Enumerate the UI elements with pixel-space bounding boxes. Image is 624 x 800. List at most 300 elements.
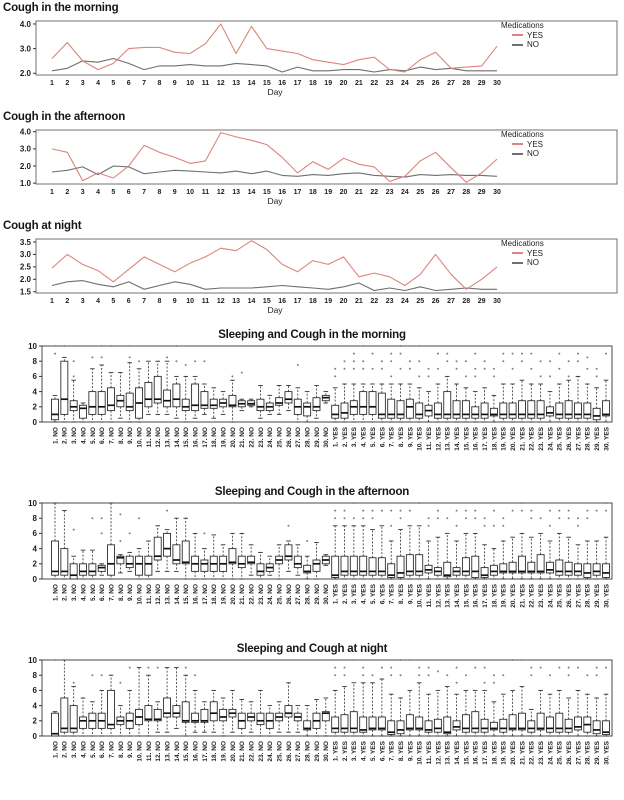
x-tick-label: 18 (308, 189, 317, 196)
y-tick-label: 1.0 (19, 178, 31, 188)
box (490, 565, 497, 575)
x-category-label: 7. NO (108, 741, 116, 758)
outlier-point (493, 682, 495, 684)
box (453, 721, 460, 730)
x-category-label: 13. YES (444, 741, 452, 765)
outlier-point (493, 525, 495, 527)
boxplot-3-no (70, 682, 77, 736)
outlier-point (428, 667, 430, 669)
boxplot-6-no (98, 345, 105, 422)
x-category-label: 30. YES (603, 584, 611, 608)
box (192, 384, 199, 411)
boxplot-9-yes (406, 510, 413, 579)
x-category-label: 6. YES (379, 741, 387, 762)
y-tick-label: 10 (28, 656, 37, 665)
outlier-point (185, 667, 187, 669)
x-tick-label: 10 (186, 189, 195, 196)
outlier-point (530, 517, 532, 519)
box (565, 719, 572, 732)
legend-item-yes (501, 31, 544, 41)
outlier-point (400, 510, 402, 512)
box (444, 717, 451, 734)
x-category-label: 26. YES (566, 584, 574, 608)
legend-swatch-yes (512, 143, 523, 145)
box (89, 564, 96, 575)
box (593, 721, 600, 734)
x-category-label: 10. NO (136, 584, 144, 605)
boxplot-22-no (248, 399, 255, 407)
chart-title: Sleeping and Cough in the afternoon (214, 486, 410, 498)
boxplot-19-yes (500, 353, 507, 422)
outlier-point (577, 517, 579, 519)
outlier-point (390, 674, 392, 676)
chart-title: Sleeping and Cough at night (236, 643, 388, 655)
x-tick-label: 17 (293, 298, 302, 305)
outlier-point (381, 360, 383, 362)
legend-title: Medications (501, 21, 544, 30)
x-category-label: 21. NO (239, 741, 247, 762)
x-tick-label: 4 (96, 189, 100, 196)
outlier-point (568, 360, 570, 362)
outlier-point (558, 353, 560, 355)
boxplot-9-no (126, 667, 133, 736)
box (462, 715, 469, 732)
x-category-label: 12. NO (155, 584, 163, 605)
y-tick-label: 2 (32, 402, 37, 412)
boxplot-3-yes (350, 502, 357, 579)
x-category-label: 30. YES (603, 741, 611, 765)
outlier-point (549, 525, 551, 527)
chart-title: Cough at night (3, 220, 82, 232)
box (584, 403, 591, 418)
boxplot-19-no (220, 698, 227, 736)
boxplot-9-yes (406, 360, 413, 422)
outlier-point (91, 517, 93, 519)
x-category-label: 8. YES (397, 427, 405, 448)
box-chart-sleeping-afternoon (0, 484, 624, 641)
x-category-label: 27. YES (575, 427, 583, 451)
boxplot-11-yes (425, 368, 432, 422)
x-category-label: 2. YES (341, 741, 349, 762)
box (574, 403, 581, 418)
boxplot-1-yes (332, 368, 339, 422)
outlier-point (586, 517, 588, 519)
box-plot-night (0, 656, 624, 798)
box (434, 719, 441, 732)
boxplot-28-no (304, 540, 311, 579)
boxplot-2-no (61, 660, 68, 736)
boxplot-5-no (89, 356, 96, 422)
x-category-label: 14. NO (173, 584, 181, 605)
x-tick-label: 8 (157, 80, 162, 87)
boxplot-29-yes (593, 368, 600, 422)
box (565, 401, 572, 418)
outlier-point (119, 513, 121, 515)
y-tick-label: 3.5 (19, 237, 31, 247)
outlier-point (353, 659, 355, 661)
x-tick-label: 11 (201, 298, 210, 305)
x-tick-label: 11 (201, 80, 210, 87)
x-category-label: 14. YES (453, 427, 461, 451)
outlier-point (344, 368, 346, 370)
box-chart-sleeping-morning (0, 327, 624, 484)
outlier-point (129, 532, 131, 534)
boxplot-11-yes (425, 667, 432, 736)
x-category-label: 9. YES (407, 741, 415, 762)
x-category-label: 25. NO (276, 427, 284, 448)
series-yes-line (52, 241, 497, 290)
x-category-label: 13. YES (444, 427, 452, 451)
x-category-label: 28. YES (584, 584, 592, 608)
box (500, 403, 507, 418)
outlier-point (530, 353, 532, 355)
series-no-line (52, 59, 497, 73)
boxplot-19-yes (500, 674, 507, 736)
box (369, 558, 376, 575)
x-category-label: 30. YES (603, 427, 611, 451)
boxplot-7-no (108, 345, 115, 422)
x-category-label: 5. YES (369, 584, 377, 605)
boxplot-29-no (313, 543, 320, 579)
x-category-label: 10. YES (416, 584, 424, 608)
x-category-label: 23. YES (538, 427, 546, 451)
legend-label-no: NO (527, 40, 539, 49)
box (182, 399, 189, 410)
x-axis-label: Day (267, 87, 283, 97)
boxplot-22-no (248, 545, 255, 575)
x-tick-label: 26 (431, 189, 440, 196)
x-category-label: 21. NO (239, 584, 247, 605)
box (164, 698, 171, 717)
x-tick-label: 27 (447, 189, 455, 196)
x-category-label: 17. YES (481, 427, 489, 451)
x-category-label: 17. YES (481, 584, 489, 608)
box (52, 541, 59, 575)
x-category-label: 14. YES (453, 584, 461, 608)
boxplot-5-yes (369, 674, 376, 736)
outlier-point (484, 682, 486, 684)
x-category-label: 30. NO (323, 584, 331, 605)
outlier-point (91, 674, 93, 676)
x-category-label: 30. NO (323, 741, 331, 762)
outlier-point (540, 360, 542, 362)
x-category-label: 2. YES (341, 427, 349, 448)
x-category-label: 3. YES (351, 584, 359, 605)
outlier-point (175, 360, 177, 362)
x-category-label: 9. NO (127, 741, 135, 758)
box (70, 564, 77, 579)
x-category-label: 19. YES (500, 741, 508, 765)
x-tick-label: 14 (247, 80, 256, 87)
outlier-point (390, 353, 392, 355)
outlier-point (474, 353, 476, 355)
boxplot-7-yes (388, 353, 395, 422)
boxplot-27-no (294, 364, 301, 422)
boxplot-30-yes (603, 667, 610, 736)
outlier-point (577, 667, 579, 669)
box (546, 407, 553, 416)
boxplot-23-no (257, 386, 264, 419)
y-tick-label: 2.0 (19, 69, 31, 79)
box (276, 398, 283, 406)
x-category-label: 5. NO (89, 584, 97, 601)
outlier-point (166, 356, 168, 358)
outlier-point (596, 368, 598, 370)
outlier-point (175, 345, 177, 347)
x-tick-label: 29 (477, 80, 486, 87)
boxplot-11-no (145, 361, 152, 414)
legend (501, 21, 544, 50)
outlier-point (418, 375, 420, 377)
outlier-point (465, 375, 467, 377)
x-axis-label: Day (267, 196, 283, 206)
x-category-label: 8. YES (397, 741, 405, 762)
x-tick-label: 24 (401, 80, 409, 87)
x-category-label: 7. YES (388, 427, 396, 448)
outlier-point (540, 667, 542, 669)
boxplot-18-no (210, 535, 217, 579)
box (80, 564, 87, 575)
outlier-point (512, 510, 514, 512)
x-tick-label: 27 (447, 80, 455, 87)
boxplot-1-no (52, 659, 59, 736)
outlier-point (372, 517, 374, 519)
boxplot-14-yes (453, 360, 460, 422)
boxplot-5-no (89, 517, 96, 579)
outlier-point (456, 510, 458, 512)
x-tick-label: 6 (126, 298, 131, 305)
box (52, 713, 59, 736)
boxplot-4-no (80, 550, 87, 579)
outlier-point (428, 674, 430, 676)
boxplot-12-yes (434, 510, 441, 579)
box (518, 713, 525, 730)
x-category-label: 30. NO (323, 427, 331, 448)
box (257, 564, 264, 575)
box (332, 405, 339, 418)
x-category-label: 1. YES (332, 584, 340, 605)
x-category-label: 23. YES (538, 741, 546, 765)
box (126, 393, 133, 410)
outlier-point (362, 510, 364, 512)
x-category-label: 4. YES (360, 427, 368, 448)
boxplot-18-no (210, 690, 217, 732)
boxplot-17-yes (481, 667, 488, 736)
box (528, 401, 535, 418)
boxplot-15-yes (462, 674, 469, 736)
outlier-point (568, 517, 570, 519)
boxplot-24-no (266, 395, 273, 414)
x-category-label: 12. YES (435, 741, 443, 765)
x-category-label: 12. NO (155, 427, 163, 448)
x-category-label: 9. NO (127, 427, 135, 444)
box (546, 562, 553, 573)
box (210, 399, 217, 408)
legend-item-no (501, 149, 544, 159)
boxplot-24-yes (546, 674, 553, 736)
boxplot-21-no (238, 372, 245, 411)
boxplot-4-yes (360, 510, 367, 579)
y-tick-label: 8 (32, 357, 37, 366)
legend-label-yes: YES (527, 248, 544, 258)
x-category-label: 24. NO (267, 584, 275, 605)
outlier-point (418, 345, 420, 347)
box (556, 403, 563, 418)
x-category-label: 8. YES (397, 584, 405, 605)
x-tick-label: 13 (232, 189, 241, 196)
boxplot-20-no (229, 533, 236, 579)
boxplot-28-yes (584, 356, 591, 422)
x-category-label: 24. NO (267, 427, 275, 448)
boxplot-19-no (220, 392, 227, 415)
box (500, 719, 507, 732)
boxplot-28-no (304, 706, 311, 736)
box (304, 403, 311, 416)
x-category-label: 10. YES (416, 427, 424, 451)
boxplot-8-yes (397, 510, 404, 579)
outlier-point (596, 510, 598, 512)
outlier-point (428, 375, 430, 377)
boxplot-14-yes (453, 667, 460, 736)
boxplot-13-yes (444, 517, 451, 579)
x-tick-label: 7 (142, 80, 147, 87)
outlier-point (353, 353, 355, 355)
x-category-label: 27. NO (295, 741, 303, 762)
outlier-point (54, 659, 56, 661)
boxplot-12-yes (434, 670, 441, 736)
x-category-label: 2. NO (61, 584, 69, 601)
boxplot-18-yes (490, 674, 497, 736)
outlier-point (101, 517, 103, 519)
boxplot-8-no (117, 513, 124, 573)
x-axis-label: Day (267, 305, 283, 315)
x-category-label: 1. YES (332, 741, 340, 762)
x-tick-label: 3 (80, 189, 85, 196)
outlier-point (166, 510, 168, 512)
boxplot-27-no (294, 706, 301, 733)
x-tick-label: 28 (462, 80, 471, 87)
y-tick-label: 4 (32, 387, 37, 397)
boxplot-6-yes (378, 360, 385, 422)
boxplot-3-no (70, 360, 77, 422)
x-category-label: 5. NO (89, 741, 97, 758)
outlier-point (334, 517, 336, 519)
box (537, 401, 544, 418)
outlier-point (474, 375, 476, 377)
line-chart-cough-morning (0, 0, 624, 105)
x-tick-label: 18 (308, 298, 317, 305)
box (182, 702, 189, 723)
outlier-point (409, 368, 411, 370)
box (397, 401, 404, 418)
outlier-point (549, 674, 551, 676)
boxplot-27-yes (574, 517, 581, 579)
x-category-label: 21. YES (519, 741, 527, 765)
plot-area (0, 233, 624, 323)
x-tick-label: 23 (385, 80, 394, 87)
box (341, 556, 348, 575)
y-tick-label: 4.0 (19, 19, 31, 29)
box (341, 715, 348, 732)
boxplot-26-no (285, 683, 292, 732)
x-category-label: 1. NO (52, 584, 60, 601)
y-tick-label: 10 (28, 499, 37, 508)
outlier-point (344, 674, 346, 676)
outlier-point (54, 353, 56, 355)
box (294, 556, 301, 567)
outlier-point (129, 356, 131, 358)
box (173, 545, 180, 564)
outlier-point (586, 356, 588, 358)
outlier-point (400, 517, 402, 519)
x-category-label: 23. YES (538, 584, 546, 608)
legend (501, 239, 544, 268)
boxplot-18-yes (490, 368, 497, 422)
box (61, 698, 68, 732)
boxplot-23-yes (537, 667, 544, 736)
outlier-point (605, 667, 607, 669)
x-category-label: 24. YES (547, 741, 555, 765)
x-tick-label: 9 (172, 80, 177, 87)
x-category-label: 28. NO (304, 584, 312, 605)
x-category-label: 3. NO (71, 427, 79, 444)
outlier-point (568, 667, 570, 669)
box (509, 403, 516, 418)
x-tick-label: 29 (477, 189, 486, 196)
legend-label-yes: YES (527, 30, 544, 40)
outlier-point (101, 356, 103, 358)
x-category-label: 9. YES (407, 584, 415, 605)
outlier-point (596, 375, 598, 377)
boxplot-29-yes (593, 667, 600, 736)
boxplot-20-yes (509, 510, 516, 579)
x-tick-label: 18 (308, 80, 317, 87)
x-category-label: 17. NO (201, 584, 209, 605)
x-category-label: 17. NO (201, 741, 209, 762)
boxplot-14-yes (453, 510, 460, 579)
outlier-point (502, 360, 504, 362)
box (145, 556, 152, 575)
box (593, 408, 600, 419)
outlier-point (484, 360, 486, 362)
boxplot-28-yes (584, 674, 591, 736)
boxplot-15-yes (462, 510, 469, 579)
outlier-point (558, 510, 560, 512)
outlier-point (381, 368, 383, 370)
box (518, 401, 525, 418)
x-tick-label: 24 (401, 298, 409, 305)
boxplot-10-no (136, 360, 143, 422)
boxplot-6-yes (378, 510, 385, 579)
x-tick-label: 21 (354, 189, 363, 196)
box (173, 384, 180, 407)
boxplot-28-yes (584, 510, 591, 579)
x-category-label: 26. YES (566, 427, 574, 451)
x-category-label: 13. NO (164, 427, 172, 448)
boxplot-29-no (313, 700, 320, 736)
outlier-point (362, 368, 364, 370)
outlier-point (558, 368, 560, 370)
x-tick-label: 2 (65, 298, 70, 305)
plot-area (0, 124, 624, 214)
y-tick-label: 0 (32, 417, 37, 427)
boxplot-2-no (61, 511, 68, 579)
boxplot-1-yes (332, 510, 339, 579)
outlier-point (381, 510, 383, 512)
box (369, 392, 376, 415)
outlier-point (119, 682, 121, 684)
x-tick-label: 19 (324, 189, 333, 196)
